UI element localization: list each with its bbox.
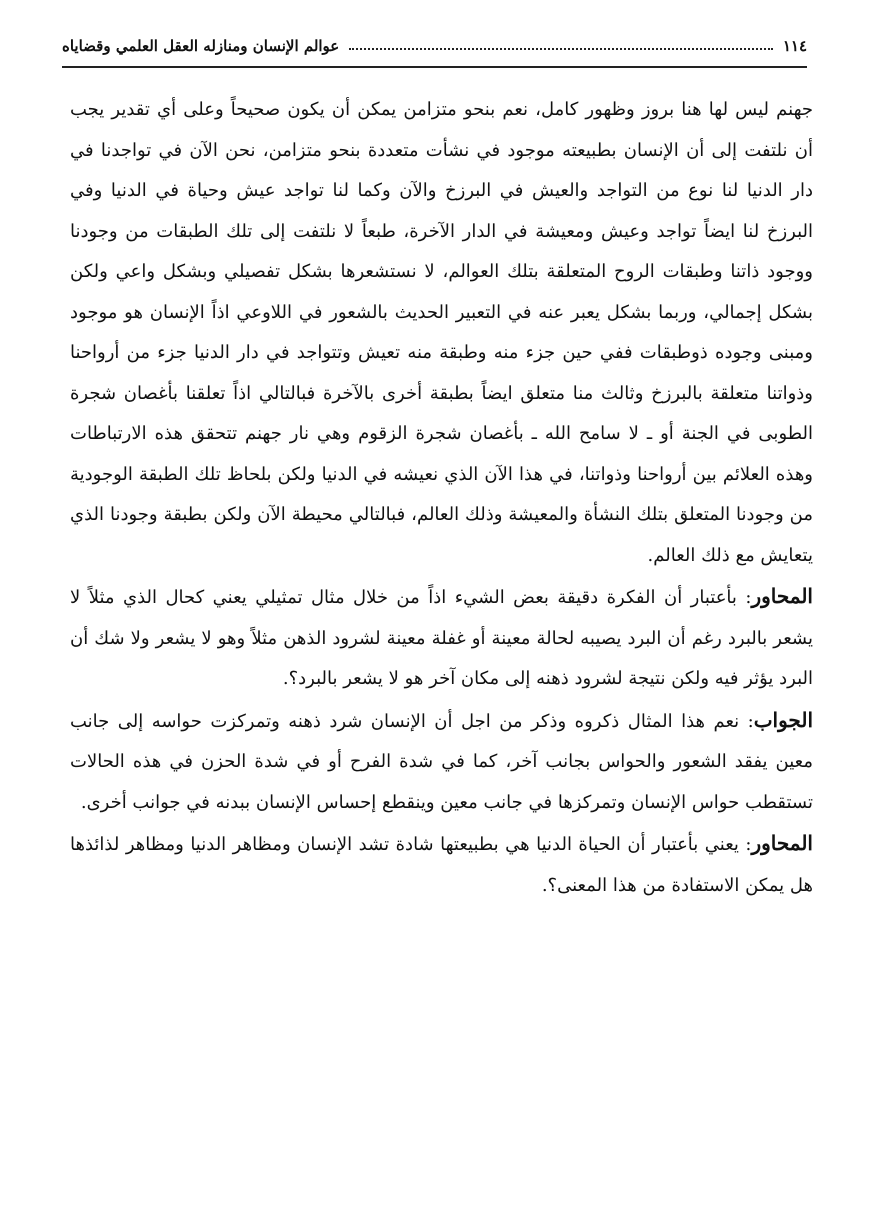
page-number: ١١٤: [782, 37, 807, 55]
running-title: عوالم الإنسان ومنازله العقل العلمي وقضاياه: [62, 37, 340, 55]
paragraph-text: : نعم هذا المثال ذكروه وذكر من اجل أن الإنسان شرد ذهنه وتمركزت حواسه إلى جانب معين يفقد الشعور والحواس بجانب آخر، كما في شدة الفرح أو في شدة الحزن في هذه الحالات تستقطب حواس الإنسان وتمركزها في جانب معين وينقطع إحساس الإنسان ببدنه في جوانب أخرى.: [70, 710, 813, 813]
speaker-label: الجواب: [753, 707, 813, 732]
speaker-label: المحاور: [751, 584, 813, 608]
page-header: [62, 30, 807, 62]
paragraph: [70, 823, 813, 906]
header-dot-leader: [349, 48, 773, 50]
speaker-label: المحاور: [751, 831, 813, 855]
paragraph: [70, 700, 813, 824]
header-divider: [62, 66, 807, 68]
paragraph: [70, 576, 813, 700]
paragraph-text: : بأعتبار أن الفكرة دقيقة بعض الشيء اذاً من خلال مثال تمثيلي يعني كحال الذي مثلاً لا يشعر بالبرد رغم أن البرد يصيبه لحالة معينة أو غفلة معينة لشرود الذهن مثلاً وهو لا يشعر ولا شك أن البرد يؤثر فيه ولكن نتيجة لشرود ذهنه إلى مكان آخر هو لا يشعر بالبرد؟.: [70, 587, 813, 689]
page-body: [70, 90, 813, 906]
paragraph-text: جهنم ليس لها هنا بروز وظهور كامل، نعم بنحو متزامن يمكن أن يكون صحيحاً وعلى أي تقدير يجب أن نلتفت إلى أن الإنسان بطبيعته موجود في نشأت متعددة بنحو متزامن، نحن الآن في تواجدنا في دار الدنيا لنا نوع من التواجد والعيش في البرزخ والآن وكما لنا تواجد عيش وحياة في الدنيا وفي البرزخ لنا ايضاً تواجد وعيش ومعيشة في الدار الآخرة، طبعاً لا نلتفت إلى تلك الطبقات من وجودنا ووجود ذاتنا وطبقات الروح المتعلقة بتلك العوالم، لا نستشعرها بشكل تفصيلي وبشكل واعي ولكن بشكل إجمالي، وربما بشكل يعبر عنه في التعبير الحديث بالشعور في اللاوعي اذاً الإنسان هو موجود ومبنى وجوده ذوطبقات ففي حين جزء منه وطبقة منه تعيش وتتواجد في دار الدنيا جزء من أرواحنا وذواتنا متعلقة بالبرزخ وثالث منا متعلق ايضاً بطبقة أخرى بالآخرة فبالتالي اذاً تعلقنا بأغصان شجرة الطوبى في الجنة أو ـ لا سامح الله ـ بأغصان شجرة الزقوم وهي نار جهنم تتحقق هذه الارتباطات وهذه العلائم بين أرواحنا وذواتنا، في هذا الآن الذي نعيشه في الدنيا ولكن بلحاظ تلك الطبقة الوجودية من وجودنا المتعلق بتلك النشأة والمعيشة وذلك العالم، فبالتالي محيطة الآن ولكن بطبقة وجودنا الذي يتعايش مع ذلك العالم.: [70, 99, 813, 566]
paragraph-text: : يعني بأعتبار أن الحياة الدنيا هي بطبيعتها شادة تشد الإنسان ومظاهر الدنيا ومظاهر لذائذها هل يمكن الاستفادة من هذا المعنى؟.: [70, 834, 813, 896]
paragraph: [70, 90, 813, 576]
